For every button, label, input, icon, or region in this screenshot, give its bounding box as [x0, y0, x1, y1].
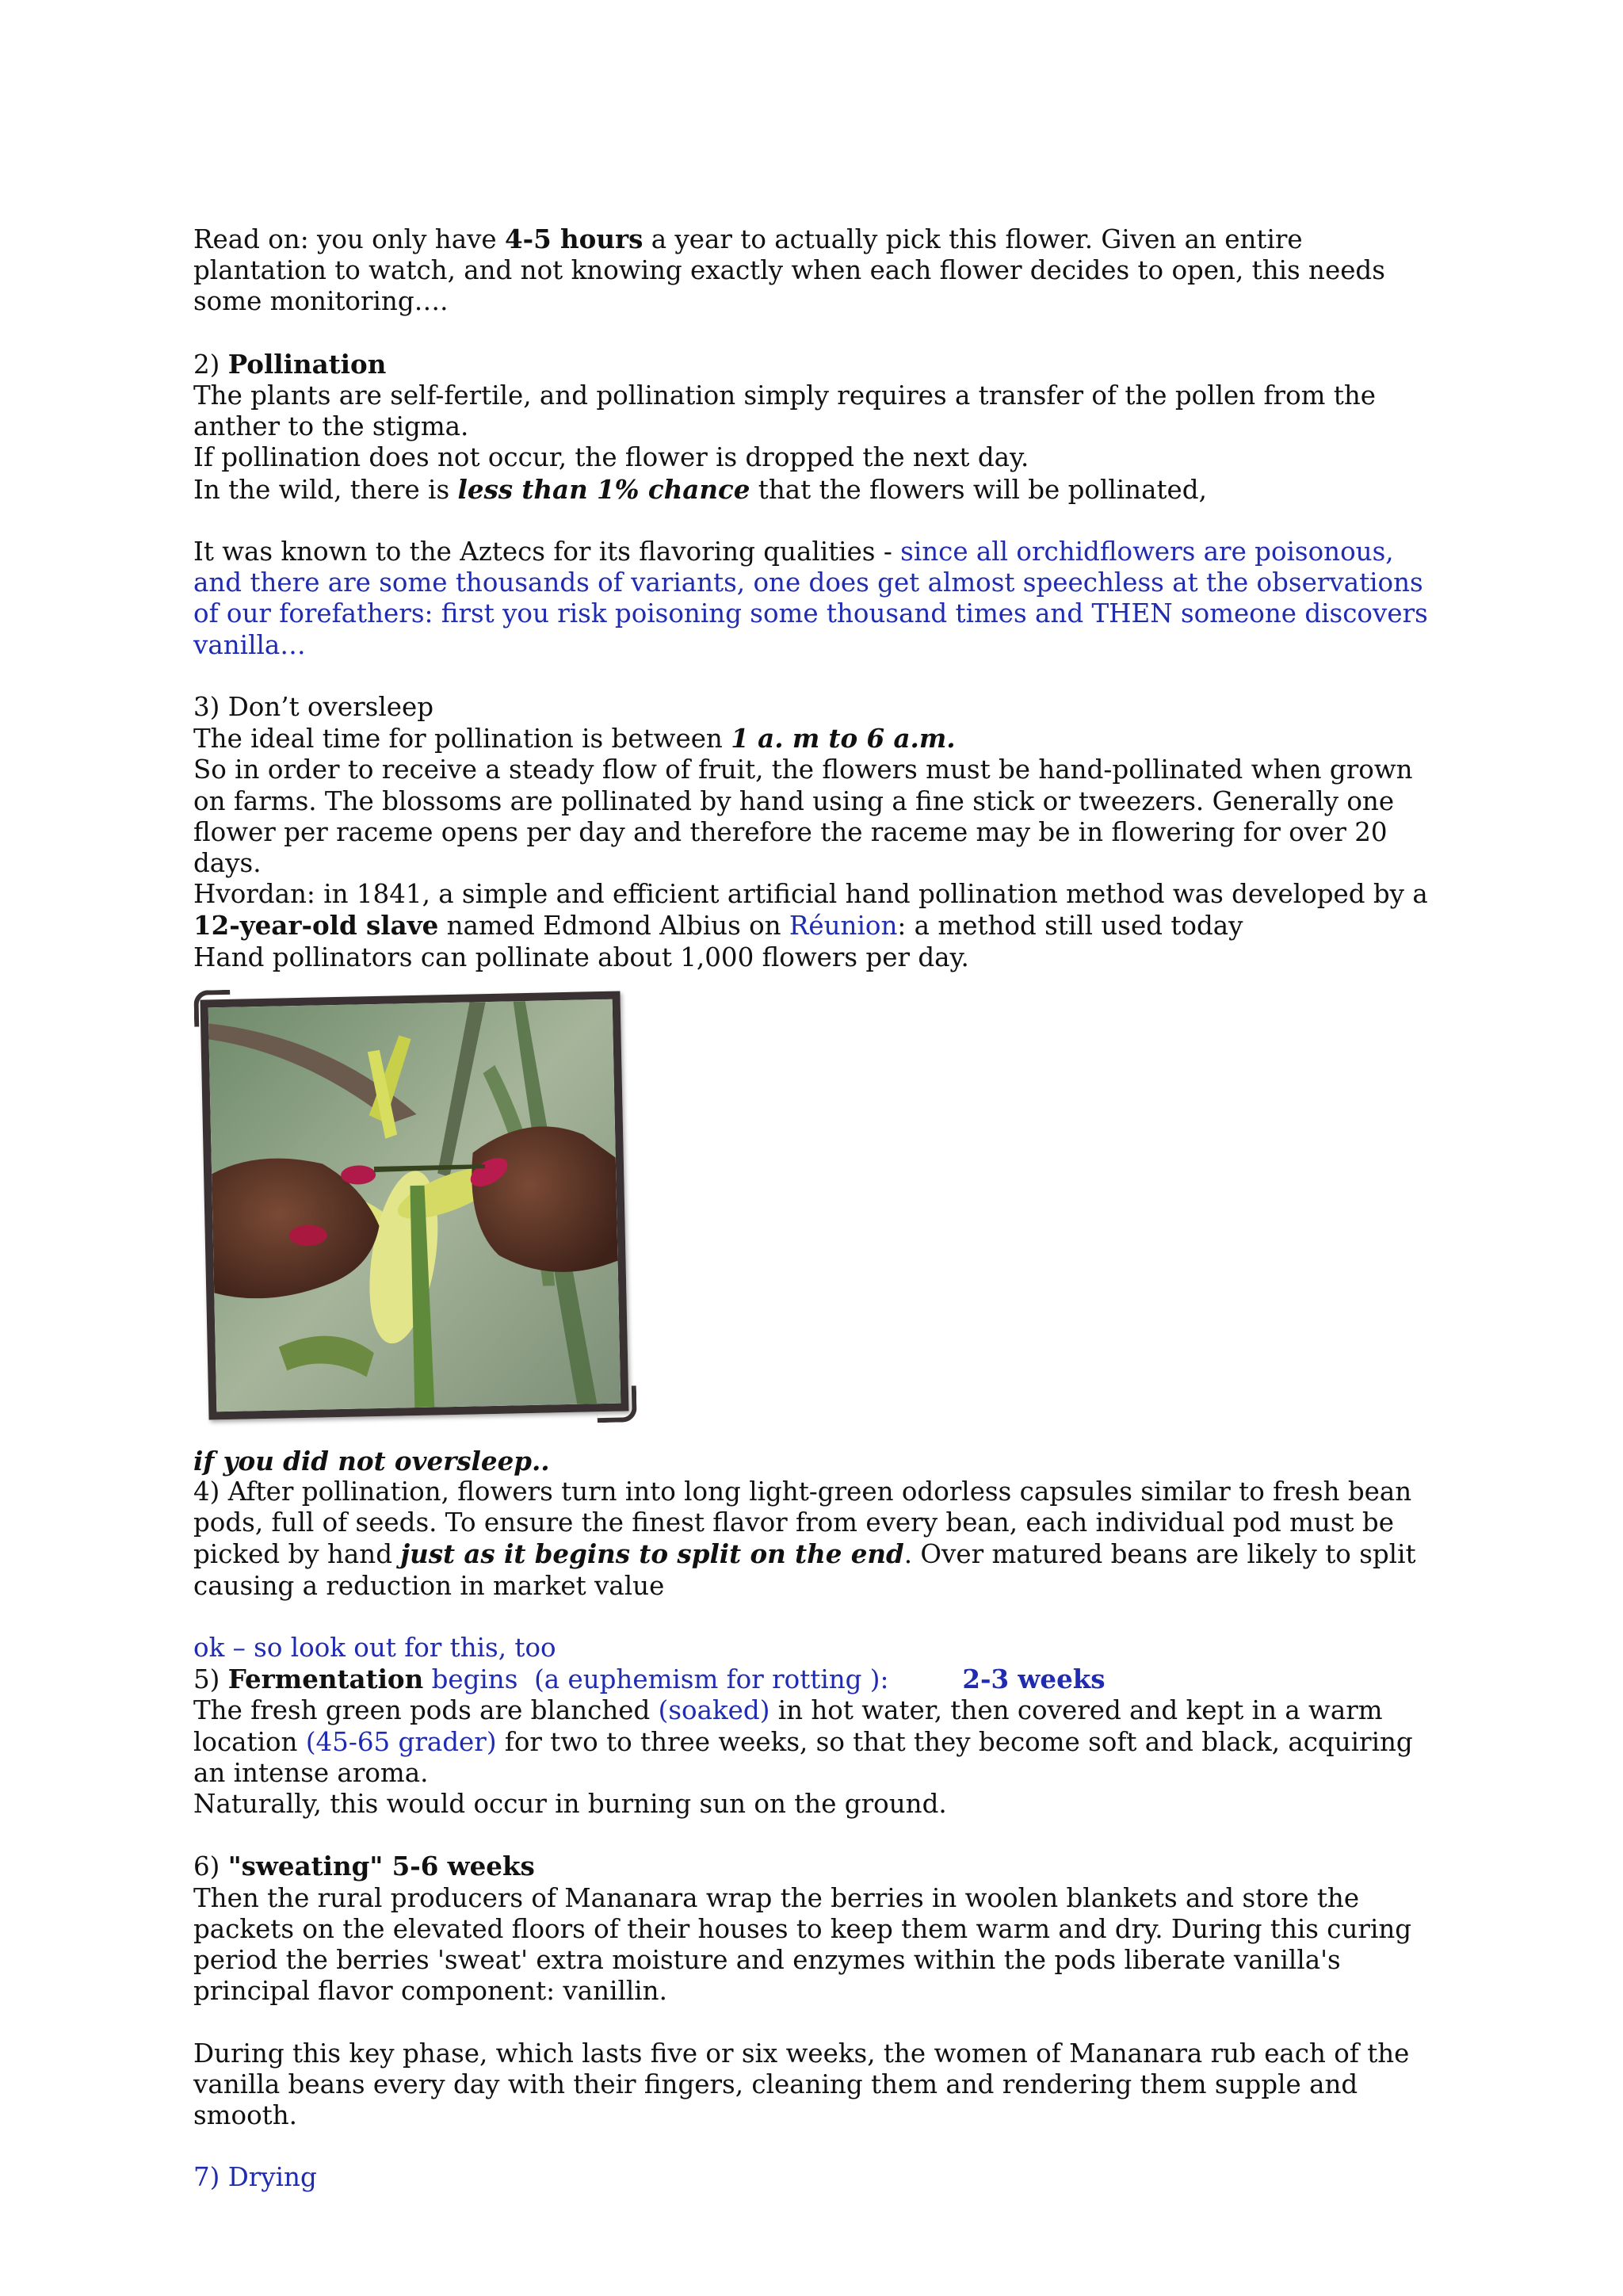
section-5-heading: 5) Fermentation begins (a euphemism for rotting ): 2-3 weeks [193, 1664, 1106, 1695]
section-6-line-2: During this key phase, which lasts five or six weeks, the women of Mananara rub each of the vanilla beans every day with their fingers, cleaning them and rendering them supple and smooth. [193, 2038, 1410, 2131]
photo-frame [200, 991, 629, 1419]
section-5-line-1: The fresh green pods are blanched (soaked) in hot water, then covered and kept in a warm location (45-65 grader) for two to three weeks, so that they become soft and black, acquiring an intense aroma. [193, 1695, 1413, 1788]
reunion-link[interactable]: Réunion [789, 911, 898, 942]
document-body [193, 223, 1431, 2194]
vanilla-flower-image [208, 999, 621, 1412]
section-3-line-4: Hand pollinators can pollinate about 1,000 flowers per day. [193, 942, 969, 972]
section-2-line-3: In the wild, there is less than 1% chance that the flowers will be pollinated, [193, 473, 1207, 505]
section-2-line-2: If pollination does not occur, the flower is dropped the next day. [193, 442, 1029, 473]
intro-paragraph: Read on: you only have 4-5 hours a year to actually pick this flower. Given an entire plantation to watch, and not knowing exactly when each flower decides to open, this needs some monitoring…. [193, 223, 1385, 317]
section-6-heading: 6) "sweating" 5-6 weeks [193, 1851, 535, 1882]
section-7-heading: 7) Drying [193, 2162, 317, 2193]
section-3-line-2: So in order to receive a steady flow of fruit, the flowers must be hand-pollinated when grown on farms. The blossoms are pollinated by hand using a fine stick or tweezers. Generally one flower per raceme opens per day and therefore the raceme may be in flowering for over 20 days. [193, 755, 1413, 879]
section-3-heading: 3) Don’t oversleep [193, 692, 434, 722]
section-6-line-1: Then the rural producers of Mananara wrap the berries in woolen blankets and store the packets on the elevated floors of their houses to keep them warm and dry. During this curing period the berries 'sweat' extra moisture and enzymes within the pods liberate vanilla's principal flavor component: vanillin. [193, 1882, 1412, 2007]
section-5-lead: ok – so look out for this, too [193, 1633, 556, 1664]
section-3-line-3: Hvordan: in 1841, a simple and efficient artificial hand pollination method was developed by a 12-year-old slave named Edmond Albius on Réunion: a method still used today [193, 879, 1428, 942]
section-4-paragraph: 4) After pollination, flowers turn into long light-green odorless capsules similar to fresh bean pods, full of seeds. To ensure the finest flavor from every bean, each individual pod must be picked by hand just as it begins to split on the end. Over matured beans are likely to split causing a reduction in market value [193, 1477, 1416, 1601]
section-2-line-1: The plants are self-fertile, and pollination simply requires a transfer of the pollen from the anther to the stigma. [193, 380, 1377, 442]
hand-pollination-photo [193, 981, 645, 1427]
section-2-heading: 2) Pollination [193, 348, 387, 380]
aztec-paragraph: It was known to the Aztecs for its flavoring qualities - since all orchidflowers are poisonous, and there are some thousands of variants, one does get almost speechless at the observations of our forefathers: first you risk poisoning some thousand times and THEN someone discovers vanilla… [193, 537, 1428, 660]
section-5-line-2: Naturally, this would occur in burning sun on the ground. [193, 1789, 947, 1820]
section-4-lead: if you did not oversleep.. [193, 1445, 550, 1477]
section-3-line-1: The ideal time for pollination is between 1 a. m to 6 a.m. [193, 723, 956, 755]
